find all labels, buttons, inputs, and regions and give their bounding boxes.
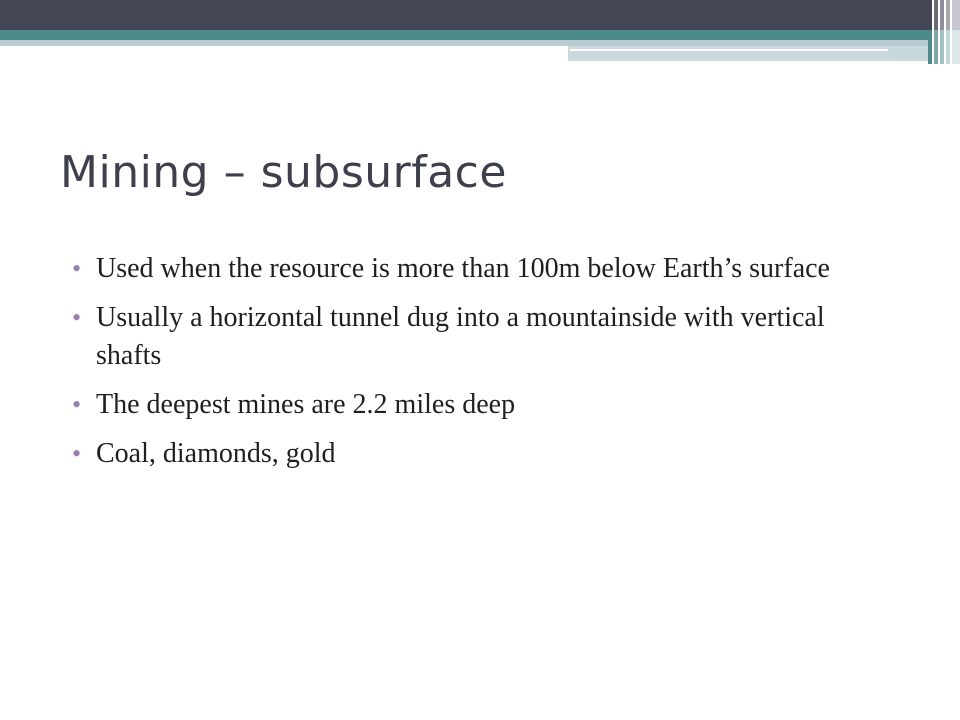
header-tab-end [776, 61, 888, 65]
bullet-item [72, 299, 872, 375]
bullet-item [72, 435, 872, 473]
bullet-text: Used when the resource is more than 100m below Earth’s surface [96, 253, 830, 284]
bullet-marker: • [72, 390, 82, 419]
bullet-text: The deepest mines are 2.2 miles deep [96, 389, 516, 420]
bullet-text: Usually a horizontal tunnel dug into a mountainside with vertical shafts [96, 302, 825, 371]
header-stripes-lower [928, 30, 960, 64]
bullet-marker: • [72, 439, 82, 468]
bullet-list [72, 250, 872, 484]
slide-title: Mining – subsurface [60, 147, 507, 198]
bullet-text: Coal, diamonds, gold [96, 438, 336, 469]
header-divider-line [570, 49, 888, 51]
bullet-marker: • [72, 303, 82, 332]
bullet-item [72, 386, 872, 424]
header-band-dark [0, 0, 960, 30]
header-band-teal [0, 30, 960, 40]
bullet-item [72, 250, 872, 288]
bullet-marker: • [72, 254, 82, 283]
